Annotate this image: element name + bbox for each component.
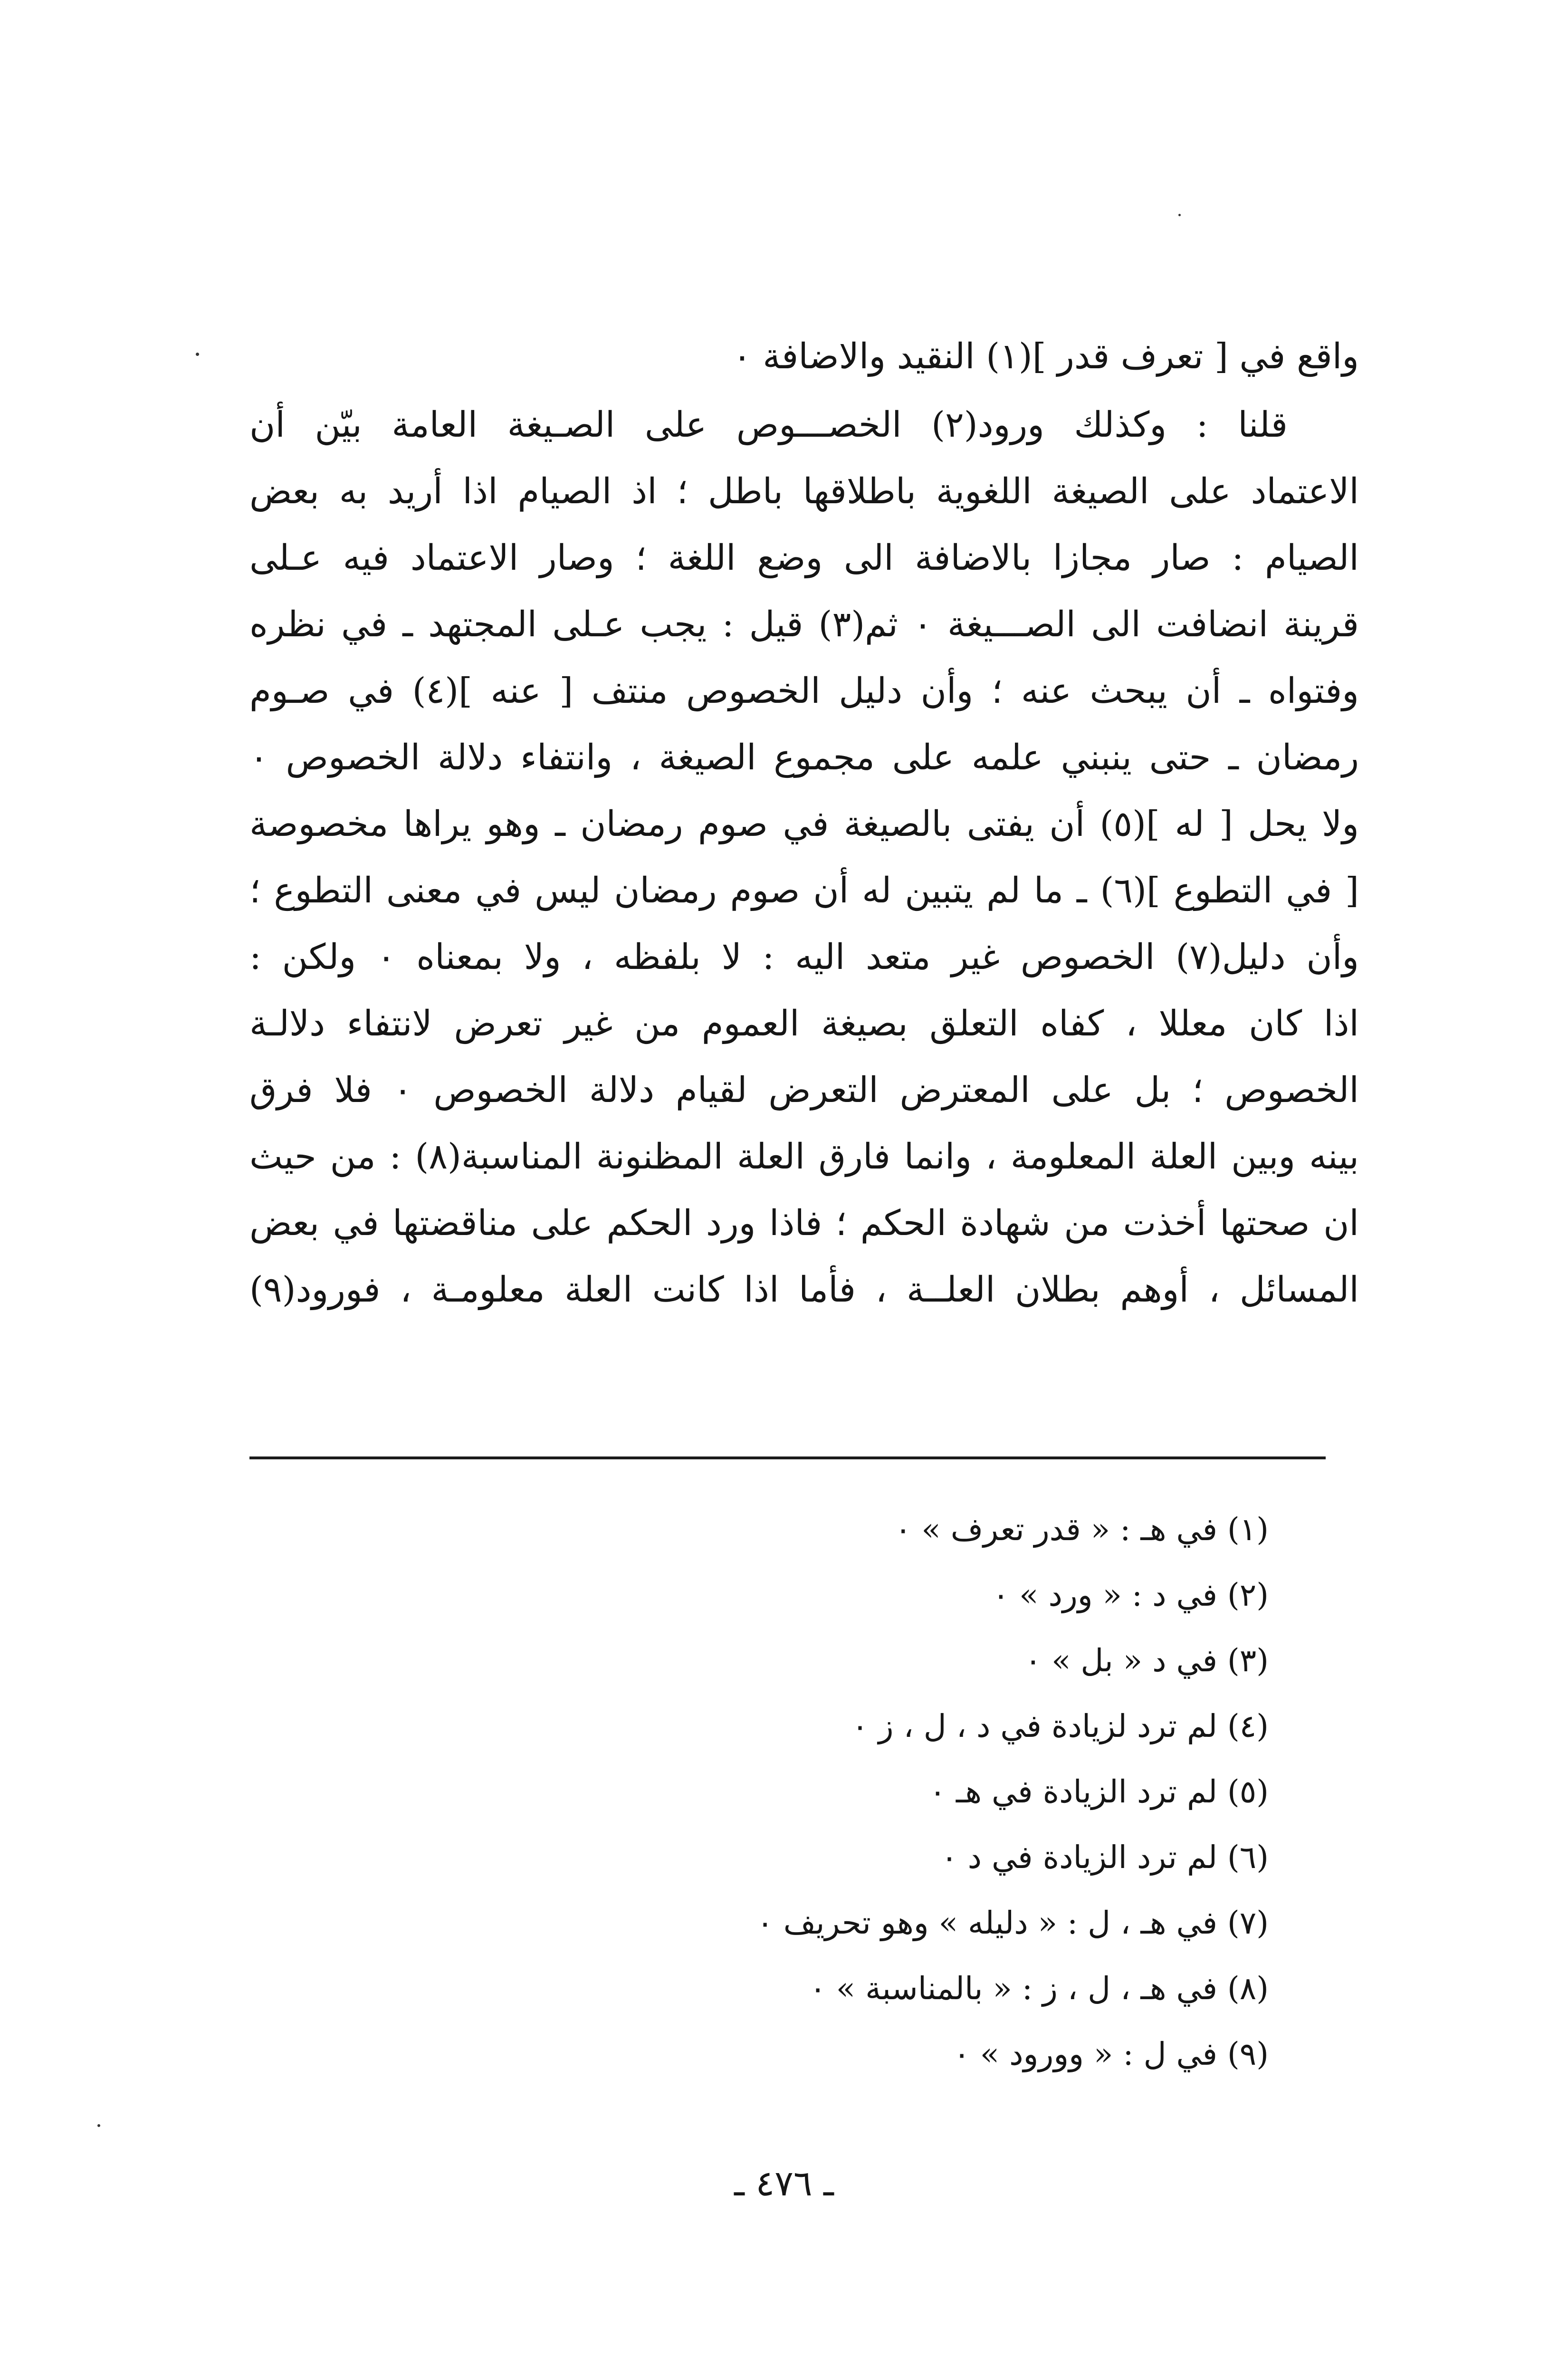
scan-speck xyxy=(1178,214,1181,216)
text-line: المسائل ، أوهم بطلان العلــة ، فأما اذا كانت العلة معلومـة ، فورود(٩) xyxy=(249,1269,1359,1310)
page-number: ـ ٤٧٦ ـ xyxy=(734,2163,834,2204)
text-line: ولا يحل [ له ](٥) أن يفتى بالصيغة في صوم رمضان ـ وهو يراها مخصوصة xyxy=(249,804,1359,844)
scan-speck xyxy=(97,2124,100,2127)
footnotes xyxy=(756,1497,1269,2087)
footnote: (٧) في هـ ، ل : « دليله » وهو تحريف ٠ xyxy=(756,1905,1269,1941)
text-line: الخصوص ؛ بل على المعترض التعرض لقيام دلالة الخصوص ٠ فلا فرق xyxy=(249,1070,1359,1111)
text-line: الصيام : صار مجازا بالاضافة الى وضع اللغة ؛ وصار الاعتماد فيه عـلى xyxy=(249,537,1359,578)
text-line: اذا كان معللا ، كفاه التعلق بصيغة العموم من غير تعرض لانتفاء دلالـة xyxy=(249,1003,1359,1044)
main-text xyxy=(249,323,1359,1323)
footnote: (٢) في د : « ورد » ٠ xyxy=(992,1577,1269,1613)
text-line: وأن دليل(٧) الخصوص غير متعد اليه : لا بلفظه ، ولا بمعناه ٠ ولكن : xyxy=(249,937,1359,977)
text-line: [ في التطوع ](٦) ـ ما لم يتبين له أن صوم رمضان ليس في معنى التطوع ؛ xyxy=(249,870,1359,911)
text-line: قلنا : وكذلك ورود(٢) الخصـــوص على الصـيغة العامة بيّن أن xyxy=(249,404,1288,445)
text-line: واقع في [ تعرف قدر ](١) النقيد والاضافة ٠ xyxy=(732,336,1359,377)
scan-speck xyxy=(196,353,199,356)
footnote: (٣) في د « بل » ٠ xyxy=(1024,1642,1269,1679)
footnote: (٨) في هـ ، ل ، ز : « بالمناسبة » ٠ xyxy=(809,1970,1269,2007)
footnote: (٦) لم ترد الزيادة في د ٠ xyxy=(941,1839,1269,1876)
text-line: ان صحتها أخذت من شهادة الحكم ؛ فاذا ورد الحكم على مناقضتها في بعض xyxy=(249,1203,1359,1244)
text-line: بينه وبين العلة المعلومة ، وانما فارق العلة المظنونة المناسبة(٨) : من حيث xyxy=(249,1136,1359,1177)
footnote: (٤) لم ترد لزيادة في د ، ل ، ز ٠ xyxy=(851,1708,1269,1744)
footnote: (١) في هـ : « قدر تعرف » ٠ xyxy=(894,1511,1269,1548)
footnote: (٩) في ل : « وورود » ٠ xyxy=(953,2036,1269,2072)
text-line: وفتواه ـ أن يبحث عنه ؛ وأن دليل الخصوص منتف [ عنه ](٤) في صـوم xyxy=(249,671,1359,711)
text-line: قرينة انضافت الى الصـــيغة ٠ ثم(٣) قيل : يجب عـلى المجتهد ـ في نظره xyxy=(249,604,1359,645)
footnote-separator xyxy=(249,1456,1326,1459)
text-line: رمضان ـ حتى ينبني علمه على مجموع الصيغة ، وانتفاء دلالة الخصوص ٠ xyxy=(249,737,1359,778)
footnote: (٥) لم ترد الزيادة في هـ ٠ xyxy=(929,1773,1269,1810)
text-line: الاعتماد على الصيغة اللغوية باطلاقها باطل ؛ اذ الصيام اذا أريد به بعض xyxy=(249,471,1359,512)
